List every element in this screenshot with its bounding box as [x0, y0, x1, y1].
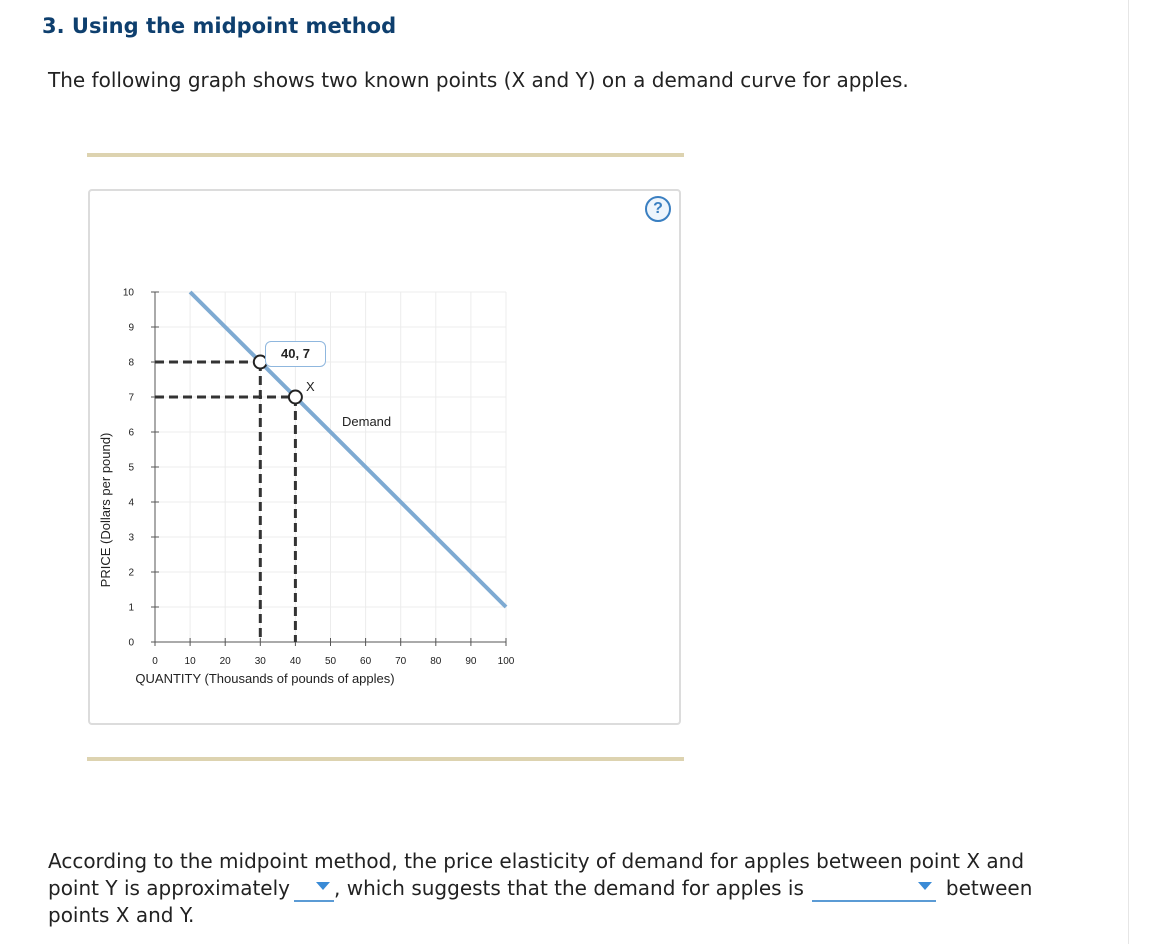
y-tick-label: 1: [128, 602, 134, 614]
point-x-label: X: [306, 379, 315, 394]
y-tick-label: 3: [128, 532, 134, 544]
x-tick-label: 0: [152, 656, 158, 667]
answer-paragraph: [48, 848, 1058, 929]
intro-text: The following graph shows two known points (X and Y) on a demand curve for apples.: [48, 68, 909, 92]
x-tick-label: 100: [497, 656, 515, 667]
y-tick-label: 7: [128, 392, 134, 404]
y-tick-label: 10: [122, 287, 134, 299]
answer-line-3: points X and Y.: [48, 903, 195, 927]
data-point: [289, 391, 302, 404]
answer-line-1: According to the midpoint method, the price elasticity of demand for apples between point X and: [48, 849, 1025, 873]
x-tick-label: 70: [395, 656, 407, 667]
y-tick-label: 6: [128, 427, 134, 439]
grid: [155, 292, 506, 642]
y-axis-title: PRICE (Dollars per pound): [98, 432, 113, 588]
question-title: 3. Using the midpoint method: [42, 14, 397, 38]
x-tick-label: 40: [289, 656, 301, 667]
y-tick-label: 9: [128, 322, 134, 334]
point-coordinates-tooltip: 40, 7: [265, 341, 326, 367]
demand-curve-label: Demand: [342, 414, 392, 429]
help-icon[interactable]: ?: [645, 196, 671, 222]
answer-text-segment: , which suggests that the demand for apples is: [334, 876, 804, 900]
chevron-down-icon: [316, 882, 330, 890]
elasticity-dropdown[interactable]: [294, 876, 334, 902]
x-axis-title: QUANTITY (Thousands of pounds of apples): [135, 671, 395, 686]
answer-text-segment: point Y is approximately: [48, 876, 290, 900]
chevron-down-icon: [918, 882, 932, 890]
x-tick-label: 10: [184, 656, 196, 667]
x-tick-label: 90: [465, 656, 477, 667]
answer-line-2: [48, 875, 1058, 902]
x-tick-label: 30: [254, 656, 266, 667]
y-tick-label: 8: [128, 357, 134, 369]
answer-text-segment: between: [945, 876, 1033, 900]
x-tick-label: 20: [219, 656, 231, 667]
bottom-divider: [87, 757, 684, 761]
series: [190, 292, 506, 607]
demand-description-dropdown[interactable]: [812, 876, 936, 902]
demand-curve: [190, 292, 506, 607]
y-tick-label: 4: [128, 497, 134, 509]
x-tick-label: 60: [360, 656, 372, 667]
x-tick-label: 80: [430, 656, 442, 667]
y-tick-label: 0: [128, 637, 134, 649]
y-tick-label: 2: [128, 567, 134, 579]
y-tick-label: 5: [128, 462, 134, 474]
x-tick-label: 50: [324, 656, 337, 667]
